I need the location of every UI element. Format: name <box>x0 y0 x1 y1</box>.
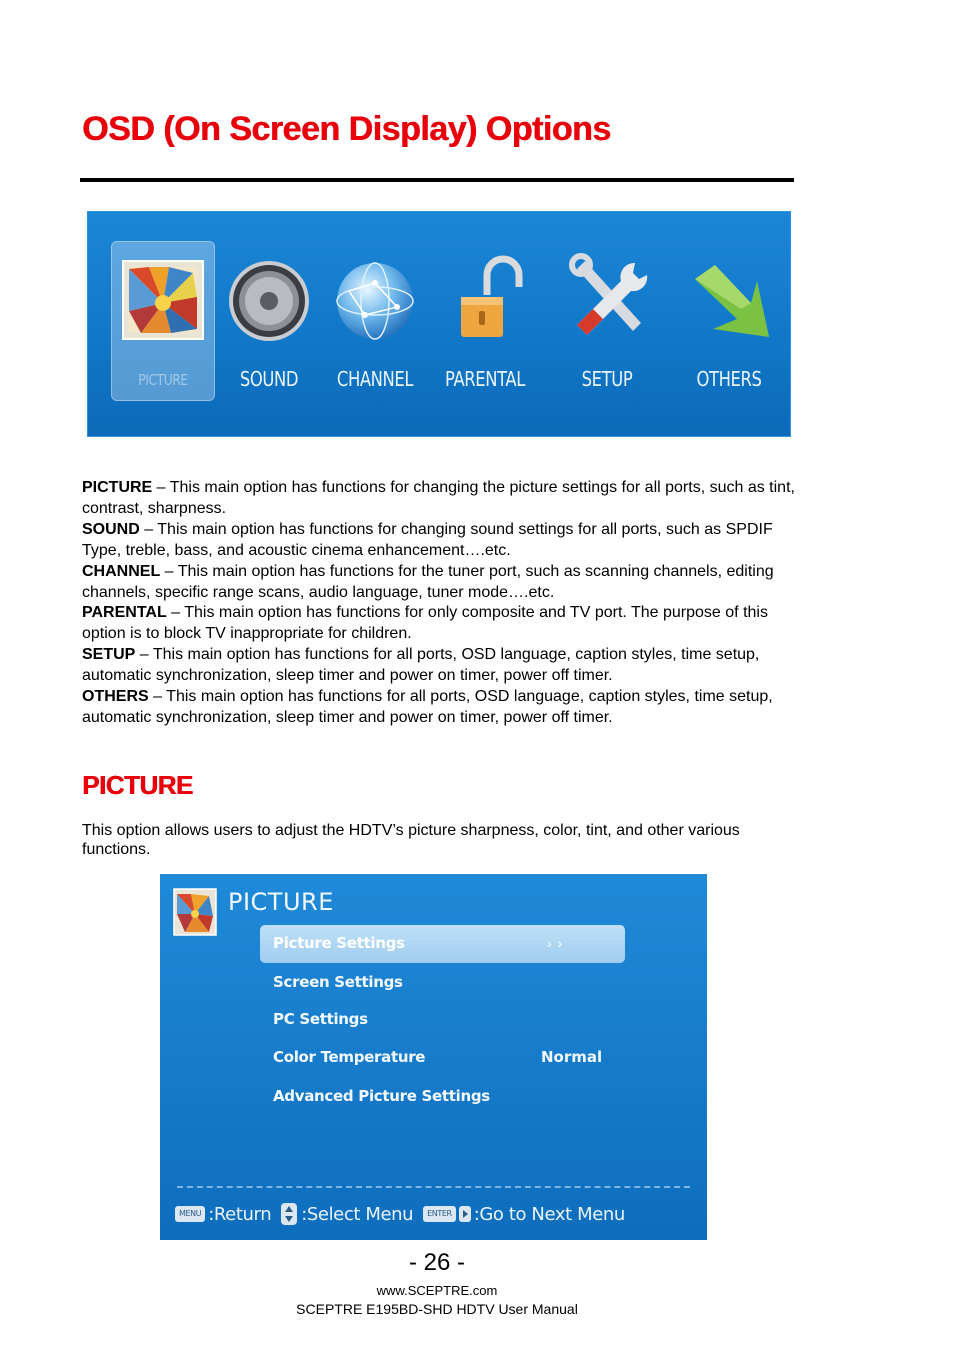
description-text: – This main option has functions for all ports, OSD language, caption styles, time setup, automatic synchronization, sleep timer and power on timer, power off timer. <box>82 688 773 726</box>
option-advanced-picture-settings[interactable]: Advanced Picture Settings <box>273 1087 490 1105</box>
description-text: – This main option has functions for only composite and TV port. The purpose of this option is to block TV inappropriate for children. <box>82 604 768 643</box>
option-screen-settings[interactable]: Screen Settings <box>273 973 403 991</box>
description-text: – This main option has functions for all ports, OSD language, caption styles, time setup, automatic synchronization, sleep timer and power on timer, power off timer. <box>82 646 760 685</box>
description-text: – This main option has functions for the tuner port, such as scanning channels, editing channels, specific range scans, audio language, tuner mode….etc. <box>82 562 774 601</box>
description-term: PICTURE <box>82 479 153 496</box>
menu-label-others: OTHERS <box>696 367 762 391</box>
description-text: – This main option has functions for changing the picture settings for all ports, such as tint, contrast, sharpness. <box>82 479 795 517</box>
next-menu-hint: :Go to Next Menu <box>473 1203 625 1225</box>
option-picture-settings[interactable]: Picture Settings <box>273 934 405 952</box>
description-term: CHANNEL <box>82 562 161 580</box>
picture-icon <box>173 888 217 936</box>
picture-icon <box>119 253 207 341</box>
description-text: – This main option has functions for changing sound settings for all ports, such as SPDIF Type, treble, bass, and acoustic cinema enhancement….etc. <box>82 520 773 559</box>
menu-item-parental[interactable] <box>433 241 537 401</box>
description-term: PARENTAL <box>82 604 167 622</box>
page-title: OSD (On Screen Display) Options <box>82 110 611 148</box>
right-key-icon <box>459 1206 471 1222</box>
description-parental <box>82 603 798 645</box>
select-menu-hint: :Select Menu <box>301 1203 414 1225</box>
menu-label-channel: CHANNEL <box>336 367 414 391</box>
title-divider <box>80 178 794 182</box>
color-temperature-value: Normal <box>541 1048 603 1066</box>
description-others <box>82 687 798 729</box>
menu-label-picture: PICTURE <box>138 371 188 389</box>
picture-menu-panel <box>160 874 707 1240</box>
main-menu-bar <box>87 211 791 437</box>
website-text: www.SCEPTRE.com <box>376 1283 498 1298</box>
description-term: OTHERS <box>82 688 149 706</box>
picture-menu-title: PICTURE <box>228 888 334 916</box>
up-down-key-icon <box>281 1203 297 1225</box>
tools-icon <box>563 253 651 341</box>
menu-label-setup: SETUP <box>581 367 633 391</box>
description-term: SOUND <box>82 520 140 538</box>
enter-key-icon: ENTER <box>423 1206 456 1222</box>
menu-key-icon: MENU <box>175 1206 205 1222</box>
menu-item-sound[interactable] <box>217 241 321 401</box>
option-pc-settings[interactable]: PC Settings <box>273 1010 368 1028</box>
description-channel <box>82 562 798 604</box>
menu-item-setup[interactable] <box>555 241 659 401</box>
menu-item-channel[interactable] <box>323 241 427 401</box>
option-color-temperature[interactable]: Color Temperature <box>273 1048 426 1066</box>
page-number: - 26 - <box>408 1249 465 1276</box>
description-picture <box>82 478 798 520</box>
section-intro: This option allows users to adjust the HDTV’s picture sharpness, color, tint, and other various functions. <box>82 822 740 858</box>
menu-label-parental: PARENTAL <box>445 367 525 391</box>
description-sound <box>82 520 798 562</box>
speaker-icon <box>225 253 313 341</box>
manual-title: SCEPTRE E195BD-SHD HDTV User Manual <box>296 1301 578 1317</box>
submenu-arrows-icon: › › <box>547 935 564 951</box>
description-setup <box>82 645 798 687</box>
menu-descriptions <box>82 478 798 729</box>
menu-item-picture[interactable] <box>111 241 215 401</box>
section-heading-picture: PICTURE <box>82 770 193 800</box>
description-term: SETUP <box>82 646 136 664</box>
arrow-icon <box>685 253 773 341</box>
menu-item-others[interactable] <box>677 241 781 401</box>
padlock-icon <box>441 253 529 341</box>
return-hint: :Return <box>208 1203 272 1225</box>
menu-label-sound: SOUND <box>239 367 299 391</box>
globe-icon <box>331 253 419 341</box>
menu-key-hints <box>175 1200 697 1228</box>
footer-divider <box>177 1186 690 1188</box>
